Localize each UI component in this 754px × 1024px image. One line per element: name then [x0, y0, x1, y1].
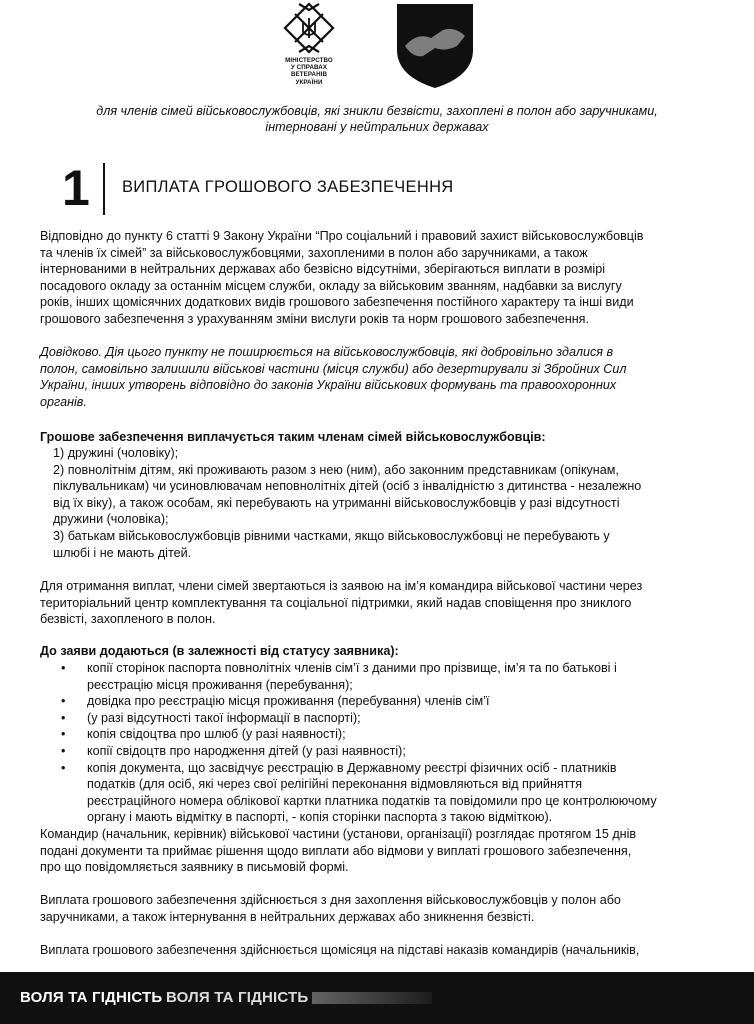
payment-start-line: заручниками, а також інтернування в нейтральних державах або зникнення безвісті.	[40, 909, 535, 924]
footer-slogan: ВОЛЯ ТА ГІДНІСТЬ	[20, 989, 163, 1006]
commander-paragraph	[40, 826, 700, 876]
document-line: копії свідоцтв про народження дітей (у разі наявності);	[87, 743, 406, 758]
document-line: довідка про реєстрацію місця проживання (перебування) членів сім’ї	[87, 694, 490, 709]
list-item	[40, 660, 700, 693]
payment-start-line: Виплата грошового забезпечення здійснюється з дня захоплення військовослужбовців у полон або	[40, 893, 621, 907]
section-divider	[103, 163, 105, 215]
list-item	[40, 760, 700, 826]
recipients-heading: Грошове забезпечення виплачується таким членам сімей військовослужбовців:	[40, 430, 546, 444]
recipient-line: 3) батькам військовослужбовців рівними частками, якщо військовослужбовці не перебувають у	[53, 528, 610, 543]
intro-line: посадового окладу за останнім місцем служби, окладу за військовим званням, надбавки за вислугу	[40, 278, 622, 293]
recipient-line: 1) дружині (чоловіку);	[53, 446, 179, 460]
note-line: органів.	[40, 394, 87, 409]
application-line: безвісті, захопленого в полон.	[40, 612, 216, 627]
intro-line: інтернованими в нейтральних державах або безвісно відсутніми, зберігаються виплати в розмірі	[40, 262, 606, 277]
documents-heading: До заяви додаються (в залежності від статусу заявника):	[40, 644, 399, 658]
payment-start-paragraph	[40, 892, 700, 925]
application-line: територіальний центр комплектування та соціальної підтримки, який надав сповіщення про зниклого	[40, 595, 632, 610]
document-line: податків (для осіб, які через свої релігійні переконання відмовляються від прийняття	[87, 777, 583, 792]
ministry-line: ВЕТЕРАНІВ	[290, 71, 328, 79]
handshake-shield-icon	[395, 2, 475, 90]
list-item	[40, 743, 700, 760]
intro-line: років, інших щомісячних додаткових видів грошового забезпечення постійного характеру та інші види	[40, 295, 634, 310]
document-line: реєстраційного номера облікової картки платника податків та повідомили про це контролюючому	[87, 793, 657, 808]
list-item	[40, 710, 700, 727]
bullet-icon: •	[61, 743, 66, 758]
monthly-payment-paragraph	[40, 942, 700, 959]
intro-line: та членів їх сімей” за військовослужбовцями, захопленими в полон або заручниками, а також	[40, 245, 588, 260]
recipient-line: піклувальникам) чи усиновлювачам неповнолітніх дітей (осіб з інвалідністю з дитинства - незалежно	[53, 479, 642, 494]
document-line: копія документа, що засвідчує реєстрацію в Державному реєстрі фізичних осіб - платників	[87, 760, 617, 775]
commander-line: про що повідомляється заявнику в письмовій формі.	[40, 860, 349, 875]
recipients-list	[40, 445, 700, 561]
note-line: полон, самовільно залишили військові частини (місця служби) або дезертирували зі Збройних Сил	[40, 361, 627, 376]
footer-band	[0, 972, 754, 1024]
ministry-line: У СПРАВАХ	[290, 64, 328, 72]
commander-line: Командир (начальник, керівник) військової частини (установи, організації) розглядає протягом 15 днів	[40, 827, 637, 841]
intro-paragraph	[40, 228, 700, 328]
subtitle-line: інтерновані у нейтральних державах	[265, 120, 489, 134]
monthly-payment-line: Виплата грошового забезпечення здійснюється щомісяця на підставі наказів командирів (начальників,	[40, 943, 640, 957]
document-line: реєстрацію місця проживання (перебування);	[87, 677, 353, 692]
recipient-line: від їх віку), а також особам, які перебувають на утриманні військовослужбовців у разі відсутності	[53, 495, 620, 510]
recipient-line: дружини (чоловіка);	[53, 512, 169, 527]
intro-line: грошового забезпечення з урахуванням зміни вислуги років та норм грошового забезпечення.	[40, 311, 590, 326]
ministry-emblem-icon	[275, 2, 343, 54]
recipient-line: шлюбі і не мають дітей.	[53, 545, 192, 560]
bullet-icon: •	[61, 710, 66, 725]
document-line: органу і мають відмітку в паспорті, - копія сторінки паспорта з такою відміткою).	[87, 810, 553, 825]
section-number: 1	[62, 160, 90, 216]
application-line: Для отримання виплат, члени сімей звертаються із заявою на ім’я командира військової частини через	[40, 579, 643, 593]
recipient-line: 2) повнолітнім дітям, які проживають разом з нею (ним), або законним представникам (опікунам,	[53, 462, 619, 477]
footer-fade-decoration	[312, 992, 432, 1004]
bullet-icon: •	[61, 760, 66, 775]
bullet-icon: •	[61, 694, 66, 709]
commander-line: подані документи та приймає рішення щодо виплати або відмови у виплаті грошового забезпечення,	[40, 843, 632, 858]
document-subtitle	[30, 103, 724, 135]
note-paragraph	[40, 344, 700, 410]
document-line: (у разі відсутності такої інформації в паспорті);	[87, 710, 361, 725]
ministry-name	[268, 57, 350, 86]
ministry-line: УКРАЇНИ	[295, 78, 323, 86]
note-line: України, інших утворень відповідно до законів України військових формувань та правоохоронних	[40, 378, 617, 393]
note-line: Довідково. Дія цього пункту не поширюється на військовослужбовців, які добровільно здалися в	[40, 345, 614, 359]
footer-slogan-faded: ВОЛЯ ТА ГІДНІСТЬ	[166, 989, 309, 1006]
bullet-icon: •	[61, 727, 66, 742]
list-item	[40, 726, 700, 743]
intro-line: Відповідно до пункту 6 статті 9 Закону України “Про соціальний і правовий захист військовослужбовців	[40, 229, 644, 243]
list-item	[40, 693, 700, 710]
ministry-line: МІНІСТЕРСТВО	[285, 57, 333, 64]
document-line: копія свідоцтва про шлюб (у разі наявності);	[87, 727, 346, 742]
document-line: копії сторінок паспорта повнолітніх членів сім’ї з даними про прізвище, ім’я та по батькові і	[87, 661, 617, 675]
section-title: ВИПЛАТА ГРОШОВОГО ЗАБЕЗПЕЧЕННЯ	[122, 178, 454, 196]
subtitle-line: для членів сімей військовослужбовців, які зникли безвісти, захоплені в полон або заручниками,	[96, 104, 658, 118]
bullet-icon: •	[61, 661, 66, 675]
application-paragraph	[40, 578, 700, 628]
documents-list	[40, 660, 700, 826]
